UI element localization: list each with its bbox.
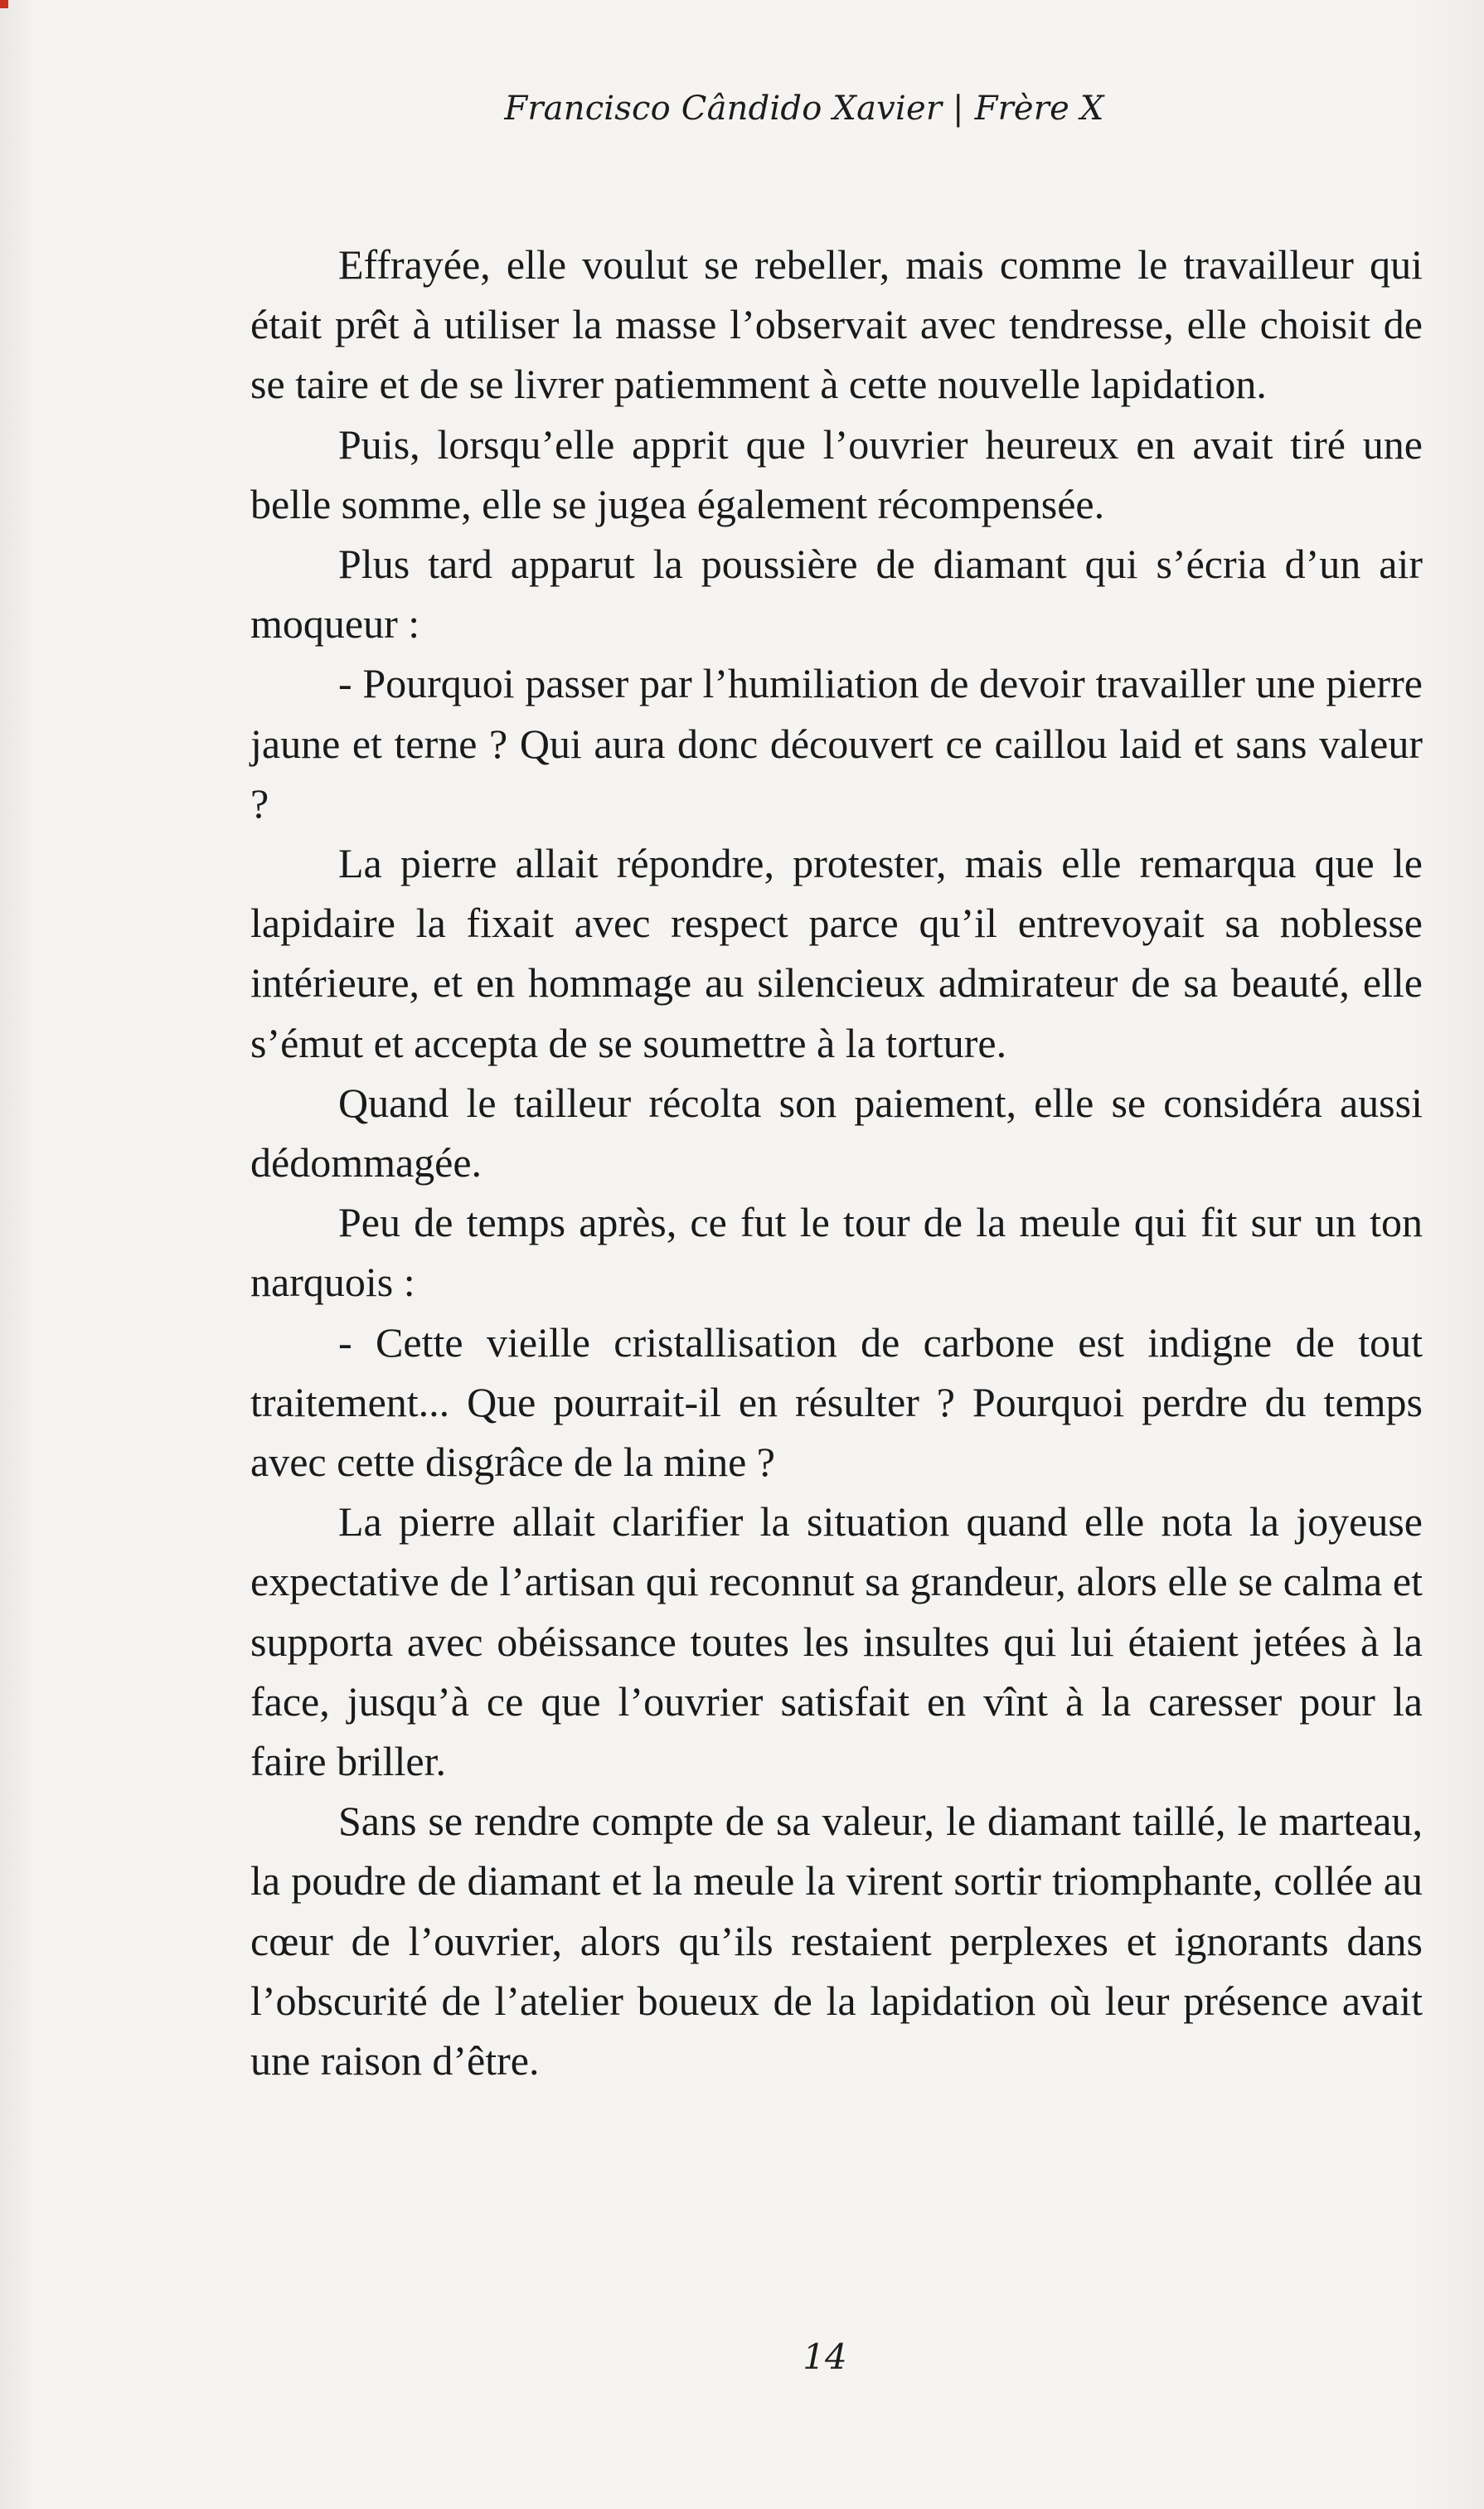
paragraph: - Pourquoi passer par l’humiliation de devoir travailler une pierre jaune et terne ? Qui aura donc découvert ce caillou laid et sans valeur ? <box>250 660 1423 827</box>
paragraph: - Cette vieille cristallisation de carbone est indigne de tout traitement... Que pourrait-il en résulter ? Pourquoi perdre du temps avec cette disgrâce de la mine ? <box>250 1318 1423 1486</box>
running-head: Francisco Cândido Xavier | Frère X <box>504 90 1104 128</box>
page-number: 14 <box>803 2337 847 2377</box>
paragraph: La pierre allait répondre, protester, mais elle remarqua que le lapidaire la fixait avec respect parce qu’il entrevoyait sa noblesse intérieure, et en hommage au silencieux admirateur de sa beauté, elle s’émut et accepta de se soumettre à la torture. <box>250 840 1423 1066</box>
corner-mark <box>0 0 8 8</box>
paragraph: Puis, lorsqu’elle apprit que l’ouvrier heureux en avait tiré une belle somme, elle se jugea également récompensée. <box>250 420 1423 527</box>
paragraph: La pierre allait clarifier la situation quand elle nota la joyeuse expectative de l’artisan qui reconnut sa grandeur, alors elle se calma et supporta avec obéissance toutes les insultes qui lui étaient jetées à la face, jusqu’à ce que l’ouvrier satisfait en vînt à la caresser pour la faire briller. <box>250 1498 1423 1785</box>
paragraph: Plus tard apparut la poussière de diamant qui s’écria d’un air moqueur : <box>250 541 1423 648</box>
paragraph: Effrayée, elle voulut se rebeller, mais comme le travailleur qui était prêt à utiliser la masse l’observait avec tendresse, elle choisit de se taire et de se livrer patiemment à cette nouvelle lapidation. <box>250 241 1423 408</box>
paragraph: Quand le tailleur récolta son paiement, elle se considéra aussi dédommagée. <box>250 1079 1423 1187</box>
body-text <box>250 235 1423 2090</box>
paragraph: Peu de temps après, ce fut le tour de la meule qui fit sur un ton narquois : <box>250 1199 1423 1306</box>
paragraph: Sans se rendre compte de sa valeur, le diamant taillé, le marteau, la poudre de diamant et la meule la virent sortir triomphante, collée au cœur de l’ouvrier, alors qu’ils restaient perplexes et ignorants dans l’obscurité de l’atelier boueux de la lapidation où leur présence avait une raison d’être. <box>250 1798 1423 2084</box>
